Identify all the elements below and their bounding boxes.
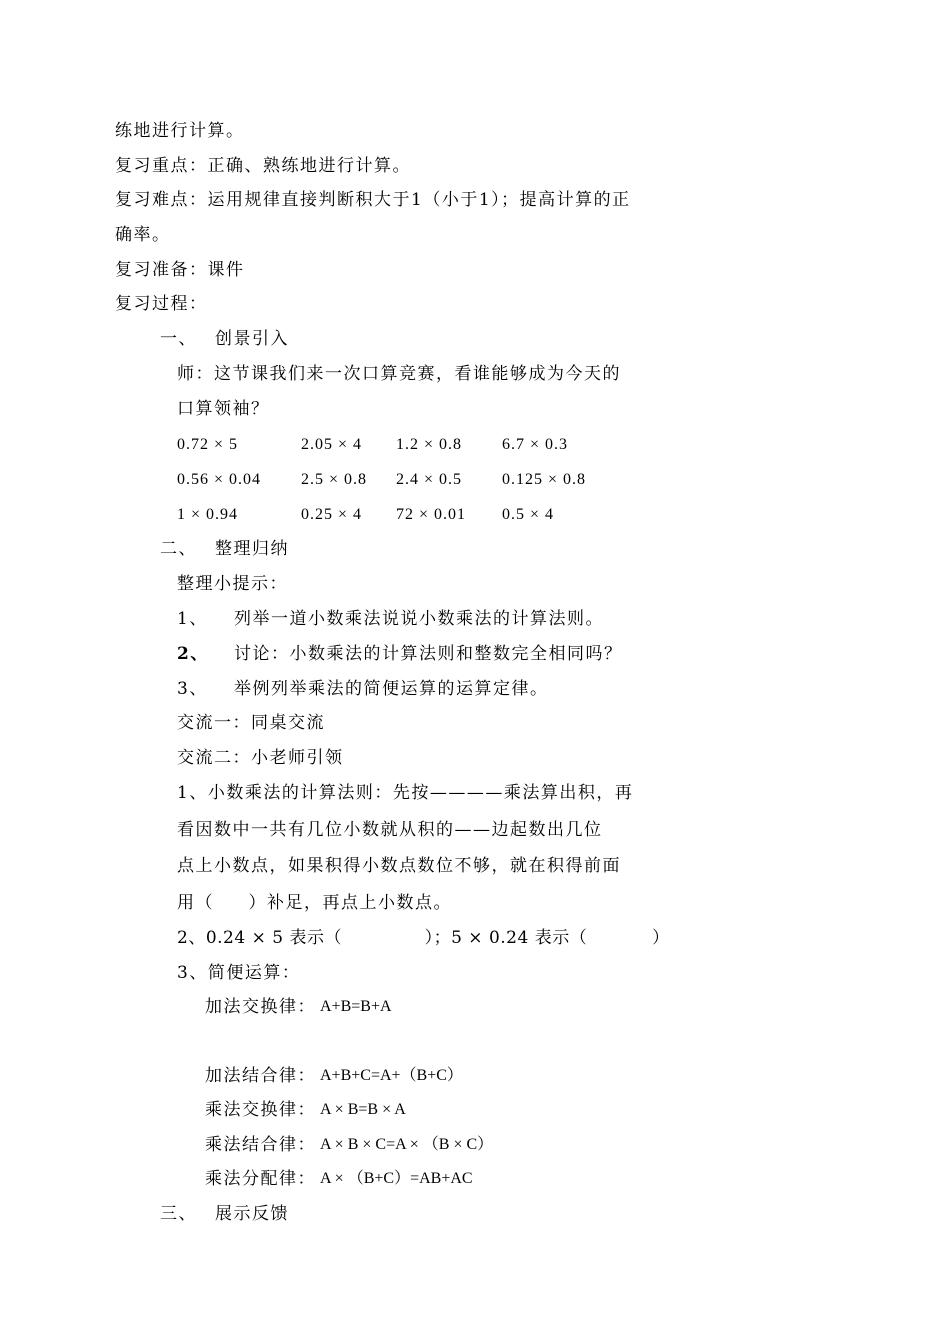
law-formula: A × （B+C）=AB+AC — [320, 1170, 473, 1187]
review-focus: 复习重点：正确、熟练地进行计算。 — [115, 156, 411, 176]
problem-item: 0.25 × 4 — [301, 506, 363, 523]
law-name: 加法交换律： — [205, 997, 316, 1017]
rule-line: 点上小数点，如果积得小数点数位不够，就在积得前面 — [177, 856, 621, 876]
tip-number: 1、 — [177, 609, 208, 629]
section2-title: 整理归纳 — [215, 539, 289, 559]
problem-item: 1.2 × 0.8 — [396, 436, 463, 453]
problem-item: 1 × 0.94 — [177, 506, 239, 523]
review-difficulty: 复习难点：运用规律直接判断积大于1（小于1）；提高计算的正 — [115, 190, 631, 210]
review-difficulty-cont: 确率。 — [115, 225, 171, 245]
review-preparation: 复习准备：课件 — [115, 260, 245, 280]
teacher-line: 师：这节课我们来一次口算竞赛，看谁能够成为今天的 — [177, 364, 621, 384]
law-formula: A+B+C=A+（B+C） — [320, 1067, 463, 1084]
law-name: 加法结合律： — [205, 1066, 316, 1086]
problem-item: 2.05 × 4 — [301, 436, 363, 453]
tip-text: 列举一道小数乘法说说小数乘法的计算法则。 — [234, 609, 604, 629]
meaning-line: 2、0.24 × 5 表示（ ）；5 × 0.24 表示（ ） — [177, 928, 670, 948]
section1-title: 创景引入 — [215, 329, 289, 349]
problem-item: 0.56 × 0.04 — [177, 471, 262, 488]
problem-item: 2.5 × 0.8 — [301, 471, 368, 488]
rule-line: 看因数中一共有几位小数就从积的——边起数出几位 — [177, 820, 603, 840]
simple-calc-heading: 3、简便运算： — [177, 963, 301, 983]
tip-number: 2、 — [177, 644, 209, 664]
tip-number: 3、 — [177, 679, 208, 699]
section3-number: 三、 — [160, 1204, 197, 1224]
exchange-one: 交流一：同桌交流 — [177, 713, 325, 733]
section2-number: 二、 — [160, 539, 197, 559]
problem-item: 2.4 × 0.5 — [396, 471, 463, 488]
review-process: 复习过程： — [115, 294, 208, 314]
rule-line: 1、小数乘法的计算法则：先按————乘法算出积，再 — [177, 783, 634, 803]
exchange-two: 交流二：小老师引领 — [177, 748, 344, 768]
tip-text: 讨论：小数乘法的计算法则和整数完全相同吗？ — [234, 644, 623, 664]
law-name: 乘法交换律： — [205, 1100, 316, 1120]
law-formula: A × B=B × A — [320, 1101, 406, 1118]
section1-number: 一、 — [160, 329, 197, 349]
intro-line: 练地进行计算。 — [115, 121, 245, 141]
law-name: 乘法结合律： — [205, 1135, 316, 1155]
law-formula: A × B × C=A × （B × C） — [320, 1136, 494, 1153]
law-name: 乘法分配律： — [205, 1169, 316, 1189]
rule-line: 用（ ）补足，再点上小数点。 — [177, 893, 453, 913]
tip-text: 举例列举乘法的简便运算的运算定律。 — [234, 679, 549, 699]
problem-item: 0.72 × 5 — [177, 436, 239, 453]
problem-item: 0.125 × 0.8 — [502, 471, 587, 488]
tips-heading: 整理小提示： — [177, 574, 288, 594]
problem-item: 72 × 0.01 — [396, 506, 467, 523]
teacher-line-cont: 口算领袖？ — [177, 399, 270, 419]
problem-item: 0.5 × 4 — [502, 506, 555, 523]
law-formula: A+B=B+A — [320, 998, 392, 1015]
section3-title: 展示反馈 — [215, 1204, 289, 1224]
problem-item: 6.7 × 0.3 — [502, 436, 569, 453]
